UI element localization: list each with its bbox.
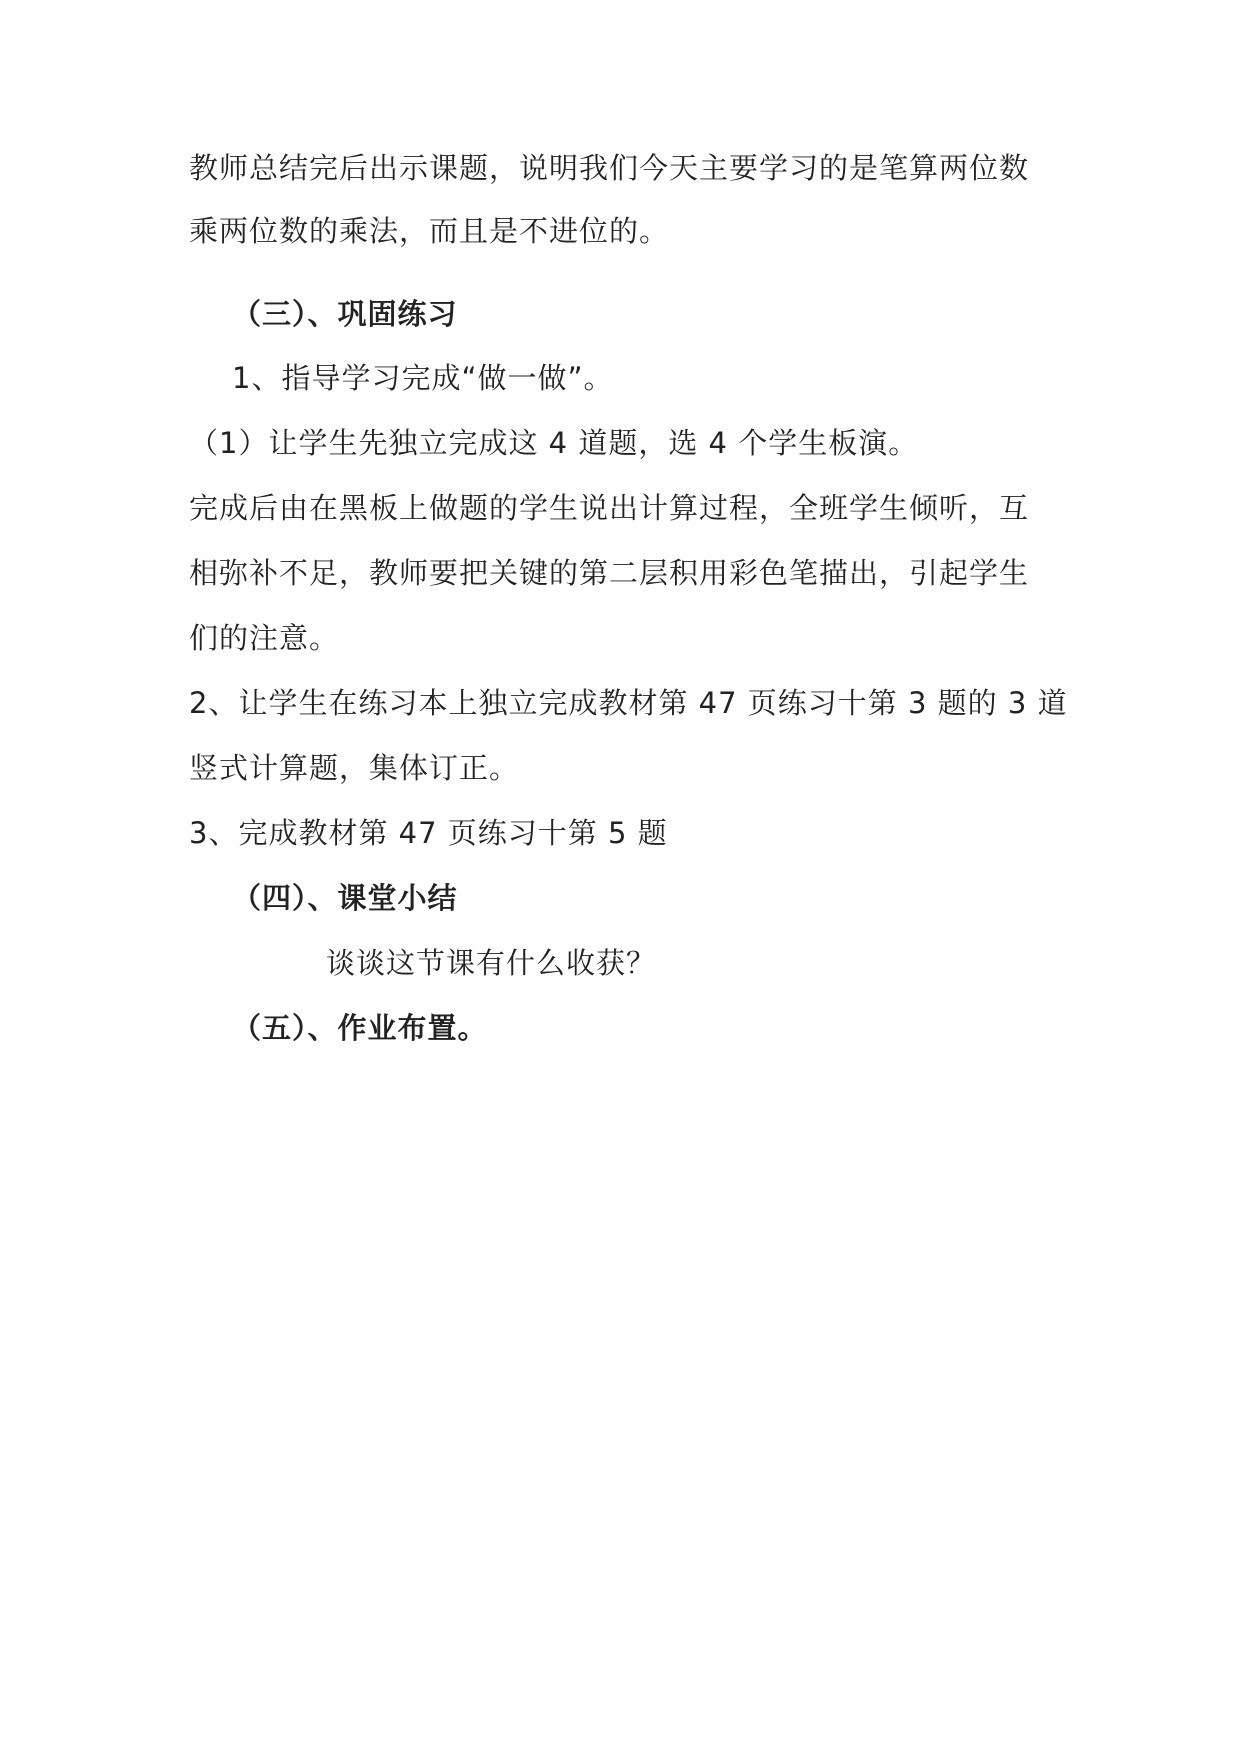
paragraph-line-process-2: 相弥补不足，教师要把关键的第二层积用彩色笔描出，引起学生 [189,556,1030,590]
sub-item-1: （1）让学生先独立完成这 4 道题，选 4 个学生板演。 [189,426,919,460]
section-heading-summary: （四）、课堂小结 [232,881,458,915]
list-item-2-line-2: 竖式计算题，集体订正。 [189,751,520,785]
paragraph-line-process-1: 完成后由在黑板上做题的学生说出计算过程，全班学生倾听，互 [189,491,1030,525]
section-heading-homework: （五）、作业布置。 [232,1011,488,1045]
section-heading-practice: （三）、巩固练习 [232,297,458,331]
paragraph-line-process-3: 们的注意。 [189,621,340,655]
summary-question: 谈谈这节课有什么收获？ [326,946,657,980]
list-item-2-line-1: 2、让学生在练习本上独立完成教材第 47 页练习十第 3 题的 3 道 [189,686,1068,720]
list-item-1: 1、指导学习完成“做一做”。 [232,361,614,395]
list-item-3: 3、完成教材第 47 页练习十第 5 题 [189,816,668,850]
paragraph-line-intro-2: 乘两位数的乘法，而且是不进位的。 [189,214,670,248]
paragraph-line-intro-1: 教师总结完后出示课题，说明我们今天主要学习的是笔算两位数 [189,151,1030,185]
